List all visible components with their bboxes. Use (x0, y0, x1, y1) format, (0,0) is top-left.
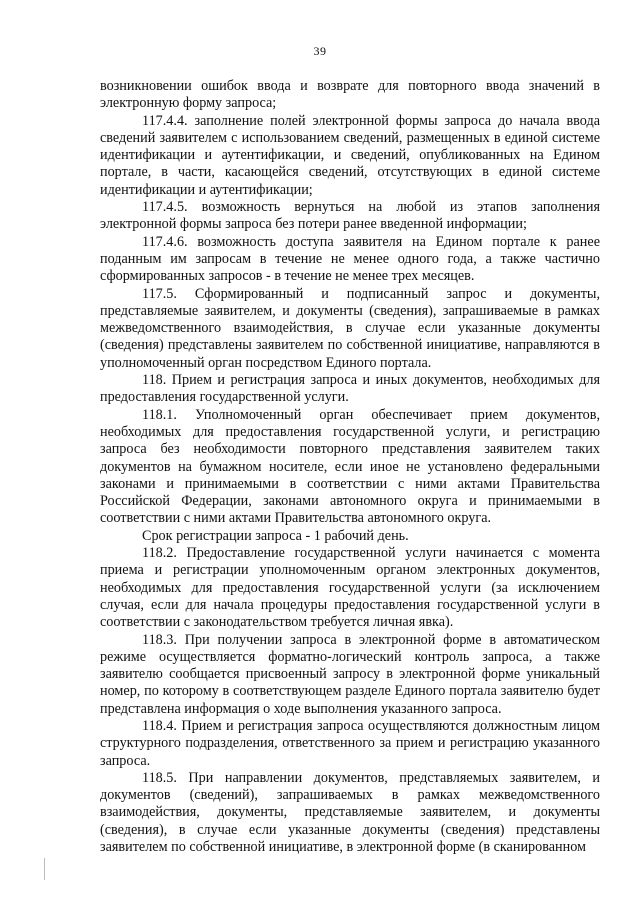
paragraph-118-1: 118.1. Уполномоченный орган обеспечивает прием документов, необходимых для предоставления государственной услуги, и регистрацию запроса без необходимости повторного представления заявителем таких документов на бумажном носителе, если иное не установлено федеральными законами и принимаемыми в соответствии с ними актами Правительства Российской Федерации, законами автономного округа и принимаемыми в соответствии с ними актами Правительства автономного округа. (100, 406, 600, 527)
paragraph-117-4-5: 117.4.5. возможность вернуться на любой из этапов заполнения электронной формы запроса без потери ранее введенной информации; (100, 199, 600, 233)
paragraph-117-4-4: 117.4.4. заполнение полей электронной формы запроса до начала ввода сведений заявителем с использованием сведений, размещенных в единой системе идентификации и аутентификации, и сведений, опубликованных на Едином портале, в части, касающейся сведений, отсутствующих в единой системе идентификации и аутентификации; (100, 112, 600, 198)
paragraph-118-5: 118.5. При направлении документов, представляемых заявителем, и документов (сведений), запрашиваемых в рамках межведомственного взаимодействия, документы, представляемые заявителем, и документы (сведения), в случае если указанные документы (сведения) представлены заявителем по собственной инициативе, в электронной форме (в сканированном (100, 769, 600, 856)
scan-artifact-line (44, 858, 45, 880)
page-number: 39 (313, 44, 327, 58)
paragraph-continuation: возникновении ошибок ввода и возврате для повторного ввода значений в электронную форму запроса; (100, 78, 600, 112)
paragraph-118-4: 118.4. Прием и регистрация запроса осуществляются должностным лицом структурного подразделения, ответственного за прием и регистрацию указанного запроса. (100, 717, 600, 769)
paragraph-118: 118. Прием и регистрация запроса и иных документов, необходимых для предоставления государственной услуги. (100, 372, 600, 406)
paragraph-118-3: 118.3. При получении запроса в электронной форме в автоматическом режиме осуществляется форматно-логический контроль запроса, а также заявителю сообщается присвоенный запросу в электронной форме уникальный номер, по которому в соответствующем разделе Единого портала заявителю будет представлена информация о ходе выполнения указанного запроса. (100, 631, 600, 717)
paragraph-117-4-6: 117.4.6. возможность доступа заявителя на Едином портале к ранее поданным им запросам в течение не менее одного года, а также частично сформированных запросов - в течение не менее трех месяцев. (100, 233, 600, 285)
paragraph-117-5: 117.5. Сформированный и подписанный запрос и документы, представляемые заявителем, и документы (сведения), запрашиваемые в рамках межведомственного взаимодействия, в случае если указанные документы (сведения) представлены заявителем по собственной инициативе, направляются в уполномоченный орган посредством Единого портала. (100, 285, 600, 371)
paragraph-registration-term: Срок регистрации запроса - 1 рабочий день. (142, 527, 409, 544)
document-body (100, 78, 600, 856)
paragraph-118-2: 118.2. Предоставление государственной услуги начинается с момента приема и регистрации уполномоченным органом электронных документов, необходимых для предоставления государственной услуги (за исключением случая, если для начала процедуры предоставления государственной услуги в соответствии с законодательством требуется личная явка). (100, 545, 600, 631)
